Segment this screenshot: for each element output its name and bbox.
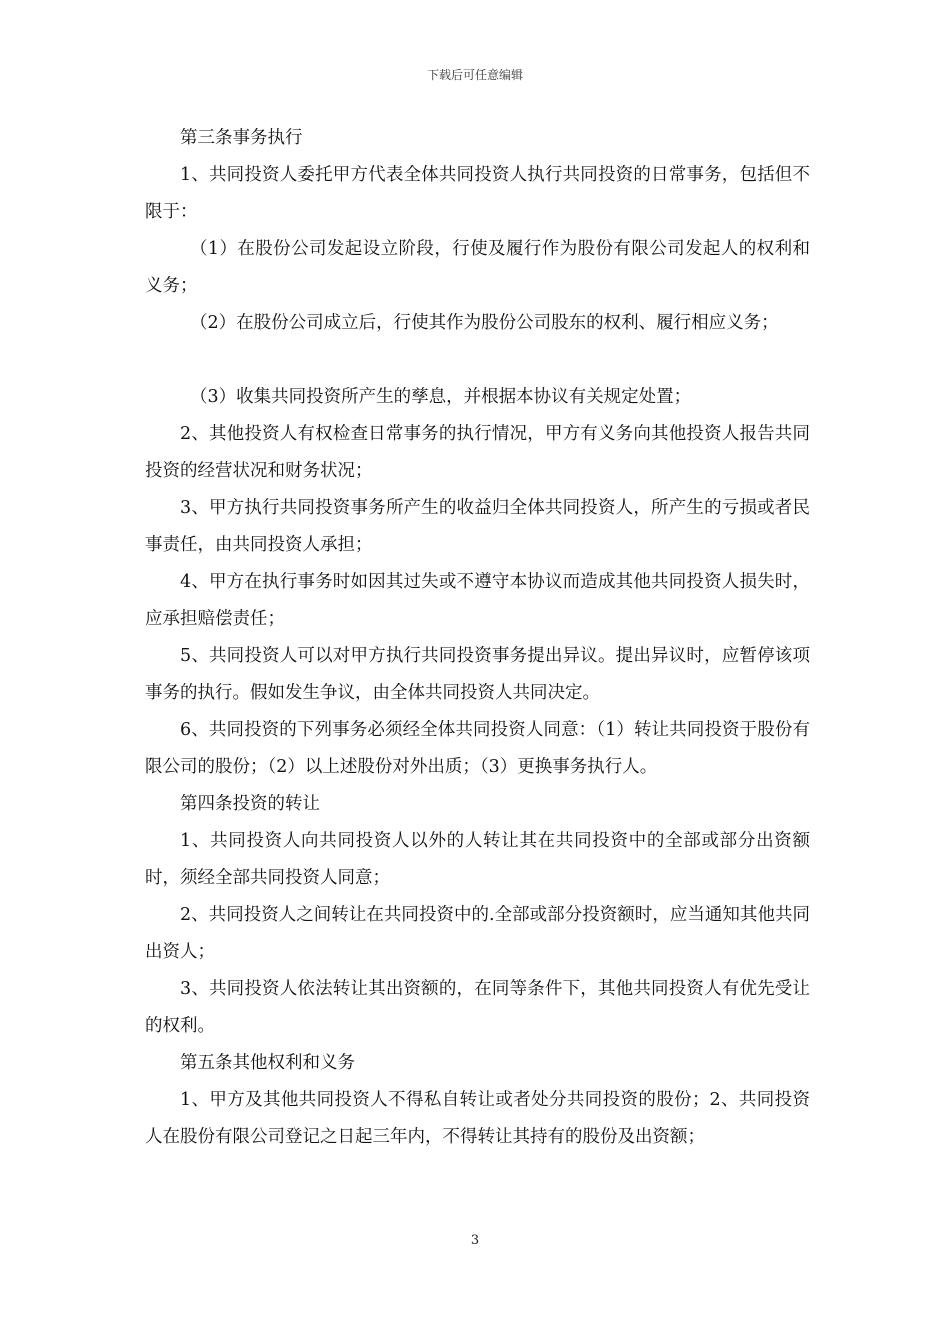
paragraph-3-1-item-2: （2）在股份公司成立后，行使其作为股份公司股东的权利、履行相应义务； bbox=[190, 313, 779, 333]
document-body bbox=[145, 120, 810, 1156]
paragraph-3-4: 4、甲方在执行事务时如因其过失或不遵守本协议而造成其他共同投资人损失时，应承担赔偿责任； bbox=[145, 572, 810, 629]
paragraph-4-3: 3、共同投资人依法转让其出资额的，在同等条件下，其他共同投资人有优先受让的权利。 bbox=[145, 979, 810, 1036]
paragraph-3-1: 1、共同投资人委托甲方代表全体共同投资人执行共同投资的日常事务，包括但不限于： bbox=[145, 165, 810, 222]
paragraph-3-2: 2、其他投资人有权检查日常事务的执行情况，甲方有义务向其他投资人报告共同投资的经营状况和财务状况； bbox=[145, 424, 810, 481]
blank-line bbox=[145, 342, 810, 379]
section-heading-article-3: 第三条事务执行 bbox=[180, 128, 303, 148]
page-header: 下载后可任意编辑 bbox=[426, 68, 523, 82]
paragraph-3-1-item-1: （1）在股份公司发起设立阶段，行使及履行作为股份有限公司发起人的权利和义务； bbox=[145, 239, 810, 296]
paragraph-3-3: 3、甲方执行共同投资事务所产生的收益归全体共同投资人，所产生的亏损或者民事责任，由共同投资人承担； bbox=[145, 498, 810, 555]
paragraph-3-6: 6、共同投资的下列事务必须经全体共同投资人同意：（1）转让共同投资于股份有限公司的股份；（2）以上述股份对外出质；（3）更换事务执行人。 bbox=[145, 720, 810, 777]
section-heading-article-4: 第四条投资的转让 bbox=[180, 794, 320, 814]
paragraph-3-5: 5、共同投资人可以对甲方执行共同投资事务提出异议。提出异议时，应暂停该项事务的执行。假如发生争议，由全体共同投资人共同决定。 bbox=[145, 646, 810, 703]
page-number: 3 bbox=[470, 1233, 480, 1248]
section-heading-article-5: 第五条其他权利和义务 bbox=[180, 1053, 355, 1073]
paragraph-4-2: 2、共同投资人之间转让在共同投资中的.全部或部分投资额时，应当通知其他共同出资人； bbox=[145, 905, 810, 962]
paragraph-5-1: 1、甲方及其他共同投资人不得私自转让或者处分共同投资的股份；2、共同投资人在股份有限公司登记之日起三年内，不得转让其持有的股份及出资额； bbox=[145, 1090, 810, 1147]
paragraph-4-1: 1、共同投资人向共同投资人以外的人转让其在共同投资中的全部或部分出资额时，须经全部共同投资人同意； bbox=[145, 831, 810, 888]
paragraph-3-1-item-3: （3）收集共同投资所产生的孳息，并根据本协议有关规定处置； bbox=[190, 387, 692, 407]
